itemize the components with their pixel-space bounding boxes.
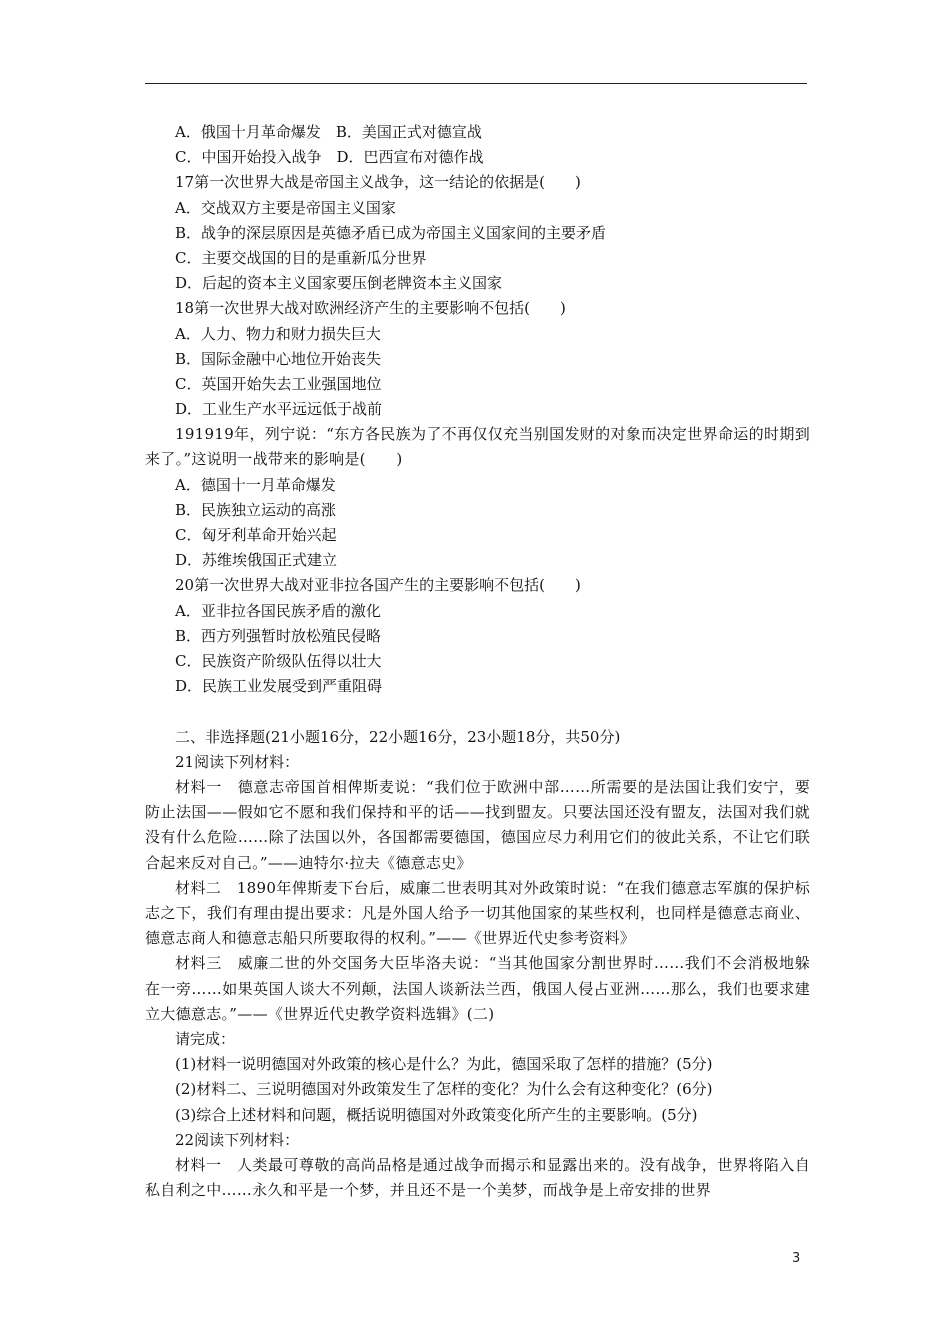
q22-material-1: 材料一 人类最可尊敬的高尚品格是通过战争而揭示和显露出来的。没有战争，世界将陷入自私自利之中……永久和平是一个梦，并且还不是一个美梦，而战争是上帝安排的世界: [145, 1155, 810, 1200]
q18-option-c: C．英国开始失去工业强国地位: [175, 374, 382, 393]
q21-question-3: (3)综合上述材料和问题，概括说明德国对外政策变化所产生的主要影响。(5分): [175, 1105, 698, 1124]
q20-option-c: C．民族资产阶级队伍得以壮大: [175, 651, 382, 670]
q21-material-1: 材料一 德意志帝国首相俾斯麦说：“我们位于欧洲中部……所需要的是法国让我们安宁，要防止法国——假如它不愿和我们保持和平的话——找到盟友。只要法国还没有盟友，法国对我们就没有什么危险……除了法国以外，各国都需要德国，德国应尽力利用它们的彼此关系，不让它们联合起来反对自己。”——迪特尔·拉夫《德意志史》: [145, 777, 810, 872]
q18-stem: 18第一次世界大战对欧洲经济产生的主要影响不包括( ): [175, 299, 566, 318]
q21-question-2: (2)材料二、三说明德国对外政策发生了怎样的变化？为什么会有这种变化？(6分): [175, 1080, 713, 1099]
q20-option-a: A．亚非拉各国民族矛盾的激化: [175, 601, 381, 620]
q21-material-3: 材料三 威廉二世的外交国务大臣毕洛夫说：“当其他国家分割世界时……我们不会消极地躲在一旁……如果英国人谈大不列颠，法国人谈新法兰西，俄国人侵占亚洲……那么，我们也要求建立大德意志。”——《世界近代史教学资料选辑》(二): [145, 954, 810, 1023]
q21-stem: 21阅读下列材料：: [175, 752, 300, 771]
q17-option-a: A．交战双方主要是帝国主义国家: [175, 198, 396, 217]
q18-option-a: A．人力、物力和财力损失巨大: [175, 324, 381, 343]
q20-option-b: B．西方列强暂时放松殖民侵略: [175, 626, 382, 645]
q17-option-b: B．战争的深层原因是英德矛盾已成为帝国主义国家间的主要矛盾: [175, 223, 607, 242]
q16-option-row-1: A．俄国十月革命爆发 B．美国正式对德宣战: [175, 123, 482, 141]
q19-option-c: C．匈牙利革命开始兴起: [175, 526, 337, 545]
q17-option-d: D．后起的资本主义国家要压倒老牌资本主义国家: [175, 274, 503, 293]
q21-prompt: 请完成：: [175, 1029, 236, 1048]
q20-stem: 20第一次世界大战对亚非拉各国产生的主要影响不包括( ): [175, 576, 581, 595]
q17-stem: 17第一次世界大战是帝国主义战争，这一结论的依据是( ): [175, 173, 581, 192]
q19-option-b: B．民族独立运动的高涨: [175, 500, 337, 519]
q16-option-row-2: C．中国开始投入战争 D．巴西宣布对德作战: [175, 148, 484, 167]
q19-option-d: D．苏维埃俄国正式建立: [175, 551, 338, 570]
section-gap: [145, 699, 810, 724]
q20-option-d: D．民族工业发展受到严重阻碍: [175, 677, 383, 696]
section2-title: 二、非选择题(21小题16分，22小题16分，23小题18分，共50分): [175, 727, 621, 746]
q21-question-1: (1)材料一说明德国对外政策的核心是什么？为此，德国采取了怎样的措施？(5分): [175, 1055, 713, 1074]
q19-option-a: A．德国十一月革命爆发: [175, 475, 336, 494]
q17-option-c: C．主要交战国的目的是重新瓜分世界: [175, 248, 427, 267]
q18-option-d: D．工业生产水平远远低于战前: [175, 400, 383, 419]
page-number: 3: [792, 1251, 801, 1266]
exam-content: [145, 120, 810, 1203]
q19-stem: 191919年，列宁说：“东方各民族为了不再仅仅充当别国发财的对象而决定世界命运的时期到来了。”这说明一战带来的影响是( ): [145, 425, 810, 469]
q21-material-2: 材料二 1890年俾斯麦下台后，威廉二世表明其对外政策时说：“在我们德意志军旗的保护标志之下，我们有理由提出要求：凡是外国人给予一切其他国家的某些权利，也同样是德意志商业、德意志商人和德意志船只所要取得的权利。”——《世界近代史参考资料》: [145, 878, 810, 948]
q22-stem: 22阅读下列材料：: [175, 1130, 300, 1149]
q18-option-b: B．国际金融中心地位开始丧失: [175, 349, 382, 368]
header-rule: [145, 83, 807, 84]
